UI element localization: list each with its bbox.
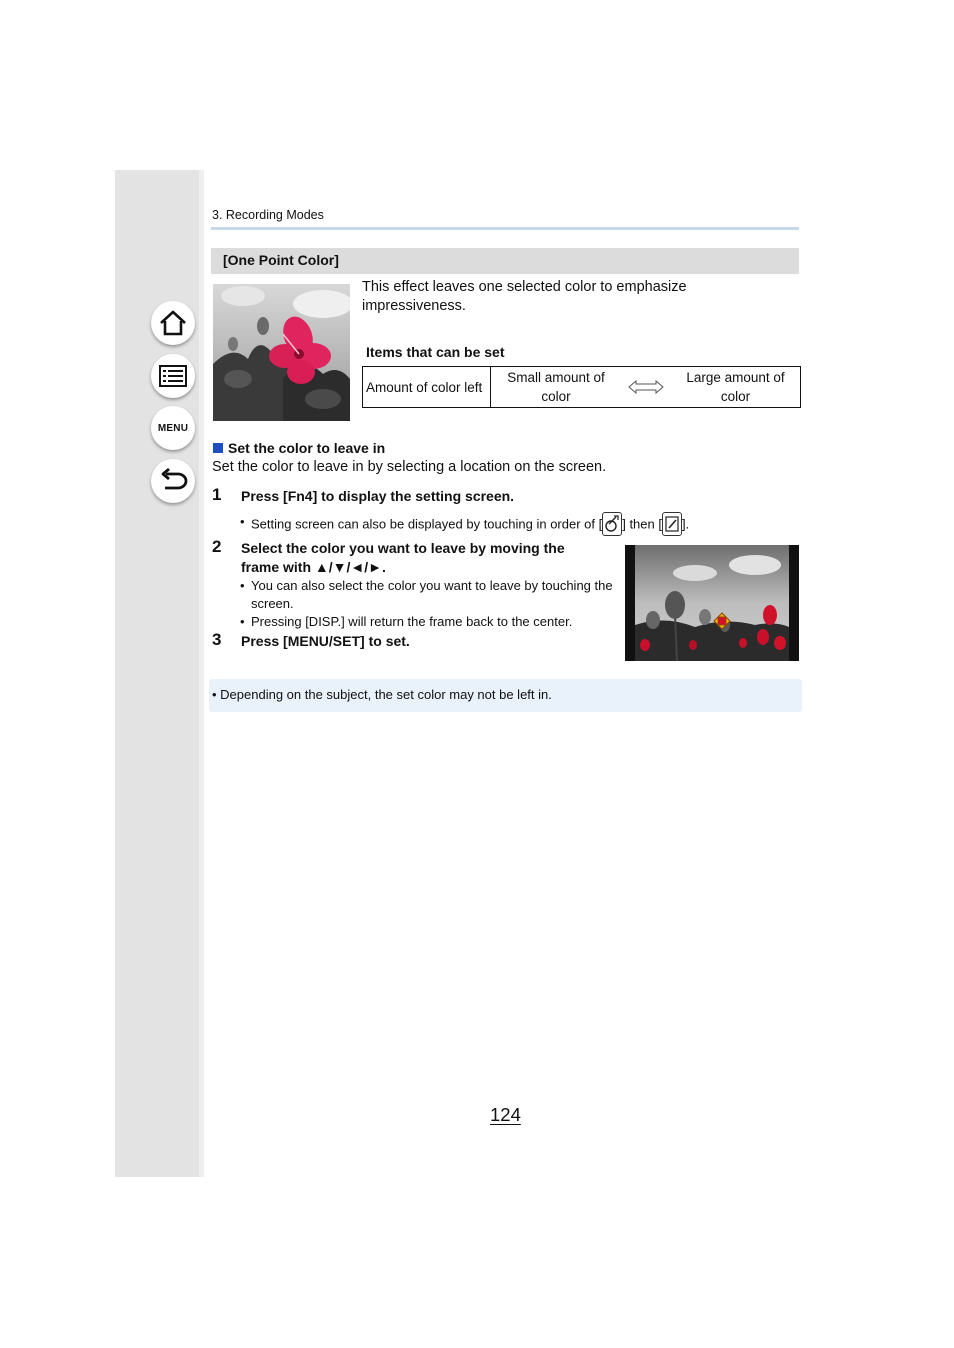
subsection-description: Set the color to leave in by selecting a location on the screen. xyxy=(212,459,607,475)
note-box: • Depending on the subject, the set color may not be left in. xyxy=(209,679,802,712)
tulip-selection-screen-image[interactable] xyxy=(625,545,799,661)
items-title: Items that can be set xyxy=(366,344,505,360)
double-arrow-icon xyxy=(621,367,671,407)
square-bullet-icon xyxy=(213,443,223,453)
menu-label: MENU xyxy=(157,422,189,434)
step-text: Select the color you want to leave by moving the xyxy=(241,540,565,556)
step-text: Press [MENU/SET] to set. xyxy=(241,633,410,649)
one-point-color-sample-image xyxy=(213,284,350,421)
step-number: 2 xyxy=(212,537,222,556)
bullet-text: ] then [ xyxy=(622,516,662,532)
contents-button[interactable] xyxy=(151,354,195,398)
setting-label: Amount of color left xyxy=(363,367,491,407)
step-text: Press [Fn4] to display the setting screen. xyxy=(241,488,515,504)
step-text: frame with ▲/▼/◄/►. xyxy=(241,559,386,575)
back-arrow-icon xyxy=(158,468,188,494)
bullet-text: Pressing [DISP.] will return the frame back to the center. xyxy=(251,614,573,629)
subsection-title: Set the color to leave in xyxy=(228,440,386,456)
subsection-heading xyxy=(213,440,385,456)
bullet-text: ]. xyxy=(681,516,690,532)
list-icon xyxy=(158,364,188,388)
bullet-text: You can also select the color you want to leave by touching the screen. xyxy=(251,578,613,611)
setting-min: Small amount of color xyxy=(507,370,605,404)
step-bullet: • Pressing [DISP.] will return the frame back to the center. xyxy=(240,614,573,629)
intro-text: This effect leaves one selected color to emphasize impressiveness. xyxy=(362,279,687,314)
home-button[interactable] xyxy=(151,301,195,345)
setting-max: Large amount of color xyxy=(686,370,785,404)
edit-pen-icon xyxy=(662,512,682,536)
bullet-text: Setting screen can also be displayed by touching in order of [ xyxy=(251,516,603,532)
step-number: 1 xyxy=(212,485,222,504)
menu-button[interactable] xyxy=(151,406,195,450)
chapter-title: 3. Recording Modes xyxy=(212,208,324,222)
section-title: [One Point Color] xyxy=(211,248,799,274)
home-icon xyxy=(158,309,188,337)
step-number: 3 xyxy=(212,630,222,649)
chapter-rule xyxy=(211,227,799,230)
page-number: 124 xyxy=(490,1104,521,1125)
step-bullet: • Setting screen can also be displayed by touching in order of [ ] then [ ]. xyxy=(251,513,689,537)
settings-table xyxy=(362,366,801,408)
step-bullet: • You can also select the color you want to leave by touching the screen. xyxy=(240,578,613,611)
sidebar-edge xyxy=(199,170,204,1177)
back-button[interactable] xyxy=(151,459,195,503)
filter-effect-icon xyxy=(602,512,622,536)
